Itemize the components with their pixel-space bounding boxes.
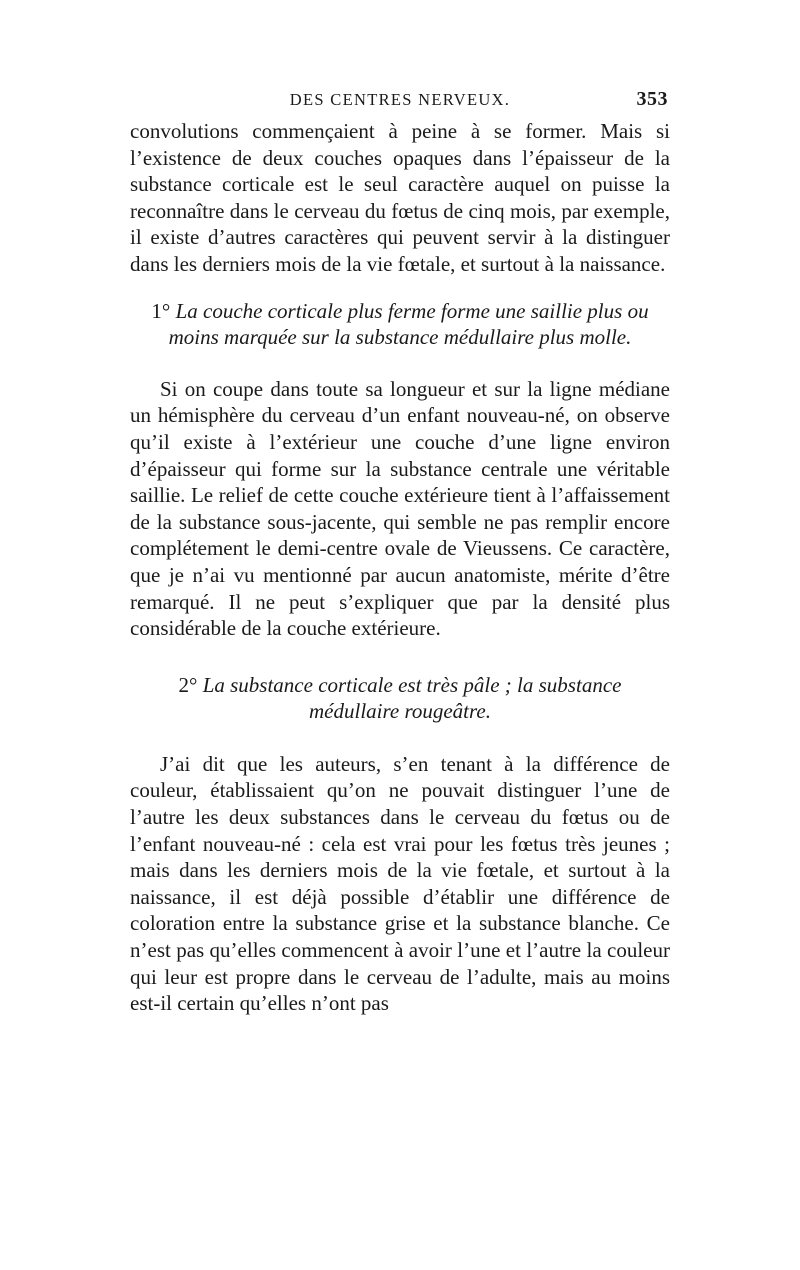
running-head-title: DES CENTRES NERVEUX.	[289, 90, 511, 109]
section-heading-2	[130, 672, 670, 725]
section-heading-1-text: La couche corticale plus ferme forme une saillie plus ou moins marquée sur la substance médullaire plus molle.	[168, 298, 649, 350]
section-heading-1-number: 1°	[151, 298, 171, 323]
running-head	[130, 88, 670, 118]
paragraph-continuation: convolutions commençaient à peine à se former. Mais si l’existence de deux couches opaques dans l’épaisseur de la substance corticale est le seul caractère auquel on puisse la reconnaître dans le cerveau du fœtus de cinq mois, par exemple, il existe d’autres caractères qui peuvent servir à la distinguer dans les derniers mois de la vie fœtale, et surtout à la naissance.	[130, 119, 670, 276]
section-heading-2-text: La substance corticale est très pâle ; la substance médullaire rougeâtre.	[202, 672, 622, 724]
book-page	[130, 88, 670, 1017]
page-number: 353	[636, 88, 668, 110]
paragraph-coloration: J’ai dit que les auteurs, s’en tenant à la différence de couleur, établissaient qu’on ne pouvait distinguer l’une de l’autre les deux substances dans le cerveau du fœtus ou de l’enfant nouveau-né : cela est vrai pour les fœtus très jeunes ; mais dans les derniers mois de la vie fœtale, et surtout à la naissance, il est déjà possible d’établir une différence de coloration entre la substance grise et la substance blanche. Ce n’est pas qu’elles commencent à avoir l’une et l’autre la couleur qui leur est propre dans le cerveau de l’adulte, mais au moins est-il certain qu’elles n’ont pas	[130, 751, 670, 1016]
paragraph-cortical-relief: Si on coupe dans toute sa longueur et sur la ligne médiane un hémisphère du cerveau d’un enfant nouveau-né, on observe qu’il existe à l’extérieur une couche d’une ligne environ d’épaisseur qui forme sur la substance centrale une véritable saillie. Le relief de cette couche extérieure tient à l’affaissement de la substance sous-jacente, qui semble ne pas remplir encore complétement le demi-centre ovale de Vieussens. Ce caractère, que je n’ai vu mentionné par aucun anatomiste, mérite d’être remarqué. Il ne peut s’expliquer que par la densité plus considérable de la couche extérieure.	[130, 376, 670, 641]
section-heading-1	[130, 298, 670, 351]
section-heading-2-number: 2°	[178, 672, 198, 697]
